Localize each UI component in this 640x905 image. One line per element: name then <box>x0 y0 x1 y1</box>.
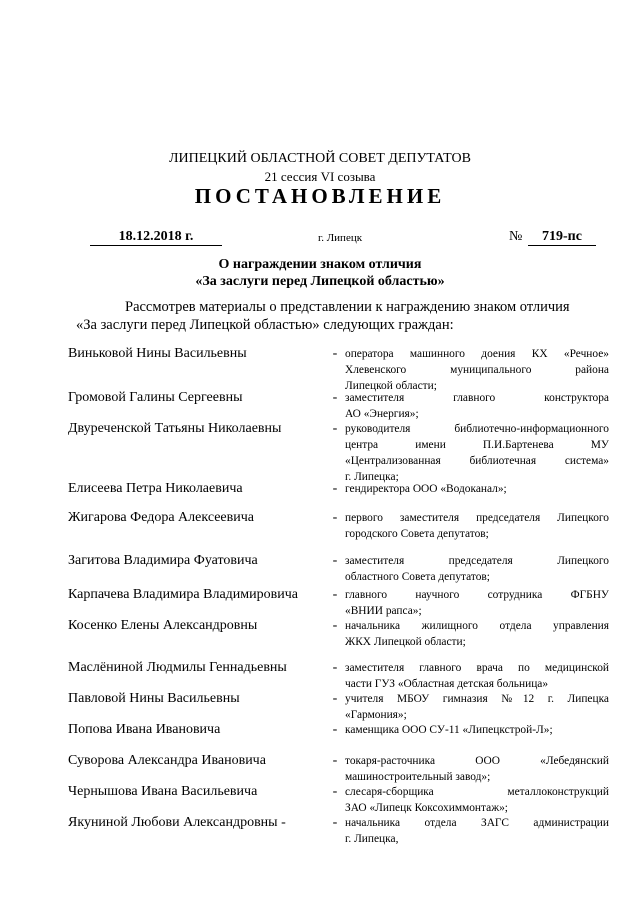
document-date: 18.12.2018 г. <box>90 229 222 246</box>
awardee-dash: - <box>332 722 338 737</box>
awardee-name: Виньковой Нины Васильевны <box>68 346 247 361</box>
awardee-dash: - <box>332 346 338 361</box>
awardee-dash: - <box>332 510 338 525</box>
awardee-name: Чернышова Ивана Васильевича <box>68 784 258 799</box>
awardee-dash: - <box>332 691 338 706</box>
awardee-name: Громовой Галины Сергеевны <box>68 390 243 405</box>
subject-line-1: О награждении знаком отличия <box>218 257 422 272</box>
awardee-position-line: г. Липецка, <box>345 833 399 845</box>
awardee-position-line: «Централизованная библиотечная система» <box>345 455 609 467</box>
awardee-name: Маслёниной Людмилы Геннадьевны <box>68 660 287 675</box>
awardee-position-line: заместителя председателя Липецкого <box>345 555 609 567</box>
awardee-position-line: г. Липецка; <box>345 471 399 483</box>
awardee-position-line: учителя МБОУ гимназия №12 г. Липецка <box>345 693 609 705</box>
awardee-position-line: «Гармония»; <box>345 709 407 721</box>
awardee-dash: - <box>332 660 338 675</box>
awardee-position <box>345 784 609 816</box>
awardee-name: Попова Ивана Ивановича <box>68 722 221 737</box>
awardee-dash: - <box>332 481 338 496</box>
awardee-name: Двуреченской Татьяны Николаевны <box>68 421 282 436</box>
document-type-title: ПОСТАНОВЛЕНИЕ <box>194 184 446 208</box>
awardee-position <box>345 390 609 422</box>
awardee-name: Суворова Александра Ивановича <box>68 753 266 768</box>
awardee-position <box>345 815 609 847</box>
awardee-position-line: ЖКХ Липецкой области; <box>345 636 466 648</box>
awardee-position-line: городского Совета депутатов; <box>345 528 489 540</box>
intro-line-2: «За заслуги перед Липецкой областью» следующих граждан: <box>76 317 454 333</box>
awardee-position-line: Хлевенского муниципального района <box>345 364 609 376</box>
awardee-position-line: центра имени П.И.Бартенева МУ <box>345 439 609 451</box>
awardee-position <box>345 553 609 585</box>
awardee-position-line: «ВНИИ рапса»; <box>345 605 422 617</box>
awardee-position-line: ЗАО «Липецк Коксохиммонтаж»; <box>345 802 508 814</box>
awardee-position <box>345 421 609 485</box>
awardee-dash: - <box>332 784 338 799</box>
awardee-position-line: областного Совета депутатов; <box>345 571 490 583</box>
awardee-position-line: начальника жилищного отдела управления <box>345 620 609 632</box>
awardee-position-line: заместителя главного конструктора <box>345 392 609 404</box>
awardee-position-line: главного научного сотрудника ФГБНУ <box>345 589 609 601</box>
awardee-dash: - <box>332 753 338 768</box>
awardee-position <box>345 691 609 723</box>
awardee-position-line: токаря-расточника ООО «Лебедянский <box>345 755 609 767</box>
awardee-name: Косенко Елены Александровны <box>68 618 258 633</box>
awardee-position-line: оператора машинного доения КХ «Речное» <box>345 348 609 360</box>
awardee-position-line: слесаря-сборщика металлоконструкций <box>345 786 609 798</box>
awardee-position-line: АО «Энергия»; <box>345 408 419 420</box>
awardee-name: Загитова Владимира Фуатовича <box>68 553 258 568</box>
awardee-position-line: гендиректора ООО «Водоканал»; <box>345 483 507 495</box>
awardee-dash: - <box>332 390 338 405</box>
subject-line-2: «За заслуги перед Липецкой областью» <box>195 274 445 289</box>
awardee-dash: - <box>332 815 338 830</box>
awardee-position-line: начальника отдела ЗАГС администрации <box>345 817 609 829</box>
awardee-position-line: машиностроительный завод»; <box>345 771 491 783</box>
awardee-position <box>345 660 609 692</box>
awardee-position <box>345 722 609 738</box>
awardee-dash: - <box>332 618 338 633</box>
awardee-position <box>345 618 609 650</box>
awardee-position <box>345 481 609 497</box>
document-city: г. Липецк <box>317 232 363 244</box>
organization-title: ЛИПЕЦКИЙ ОБЛАСТНОЙ СОВЕТ ДЕПУТАТОВ <box>169 151 471 166</box>
awardee-dash: - <box>332 553 338 568</box>
awardee-position <box>345 753 609 785</box>
awardee-position-line: части ГУЗ «Областная детская больница» <box>345 678 549 690</box>
awardee-name: Якуниной Любови Александровны - <box>68 815 286 830</box>
awardee-position <box>345 346 609 394</box>
awardee-name: Елисеева Петра Николаевича <box>68 481 243 496</box>
awardee-name: Павловой Нины Васильевны <box>68 691 240 706</box>
awardee-position-line: руководителя библиотечно-информационного <box>345 423 609 435</box>
awardee-name: Карпачева Владимира Владимировича <box>68 587 298 602</box>
awardee-dash: - <box>332 587 338 602</box>
awardee-position-line: каменщика ООО СУ-11 «Липецкстрой-Л»; <box>345 724 553 736</box>
awardee-position <box>345 510 609 542</box>
awardee-name: Жигарова Федора Алексеевича <box>68 510 254 525</box>
awardee-position <box>345 587 609 619</box>
awardee-dash: - <box>332 421 338 436</box>
awardee-position-line: заместителя главного врача по медицинской <box>345 662 609 674</box>
intro-line-1: Рассмотрев материалы о представлении к награждению знаком отличия <box>125 299 570 315</box>
session-label: 21 сессия VI созыва <box>264 169 376 184</box>
document-number: 719-пс <box>528 229 596 246</box>
awardee-position-line: первого заместителя председателя Липецкого <box>345 512 609 524</box>
number-sign: № <box>509 229 523 244</box>
awardee-position-line: Липецкой области; <box>345 380 437 392</box>
